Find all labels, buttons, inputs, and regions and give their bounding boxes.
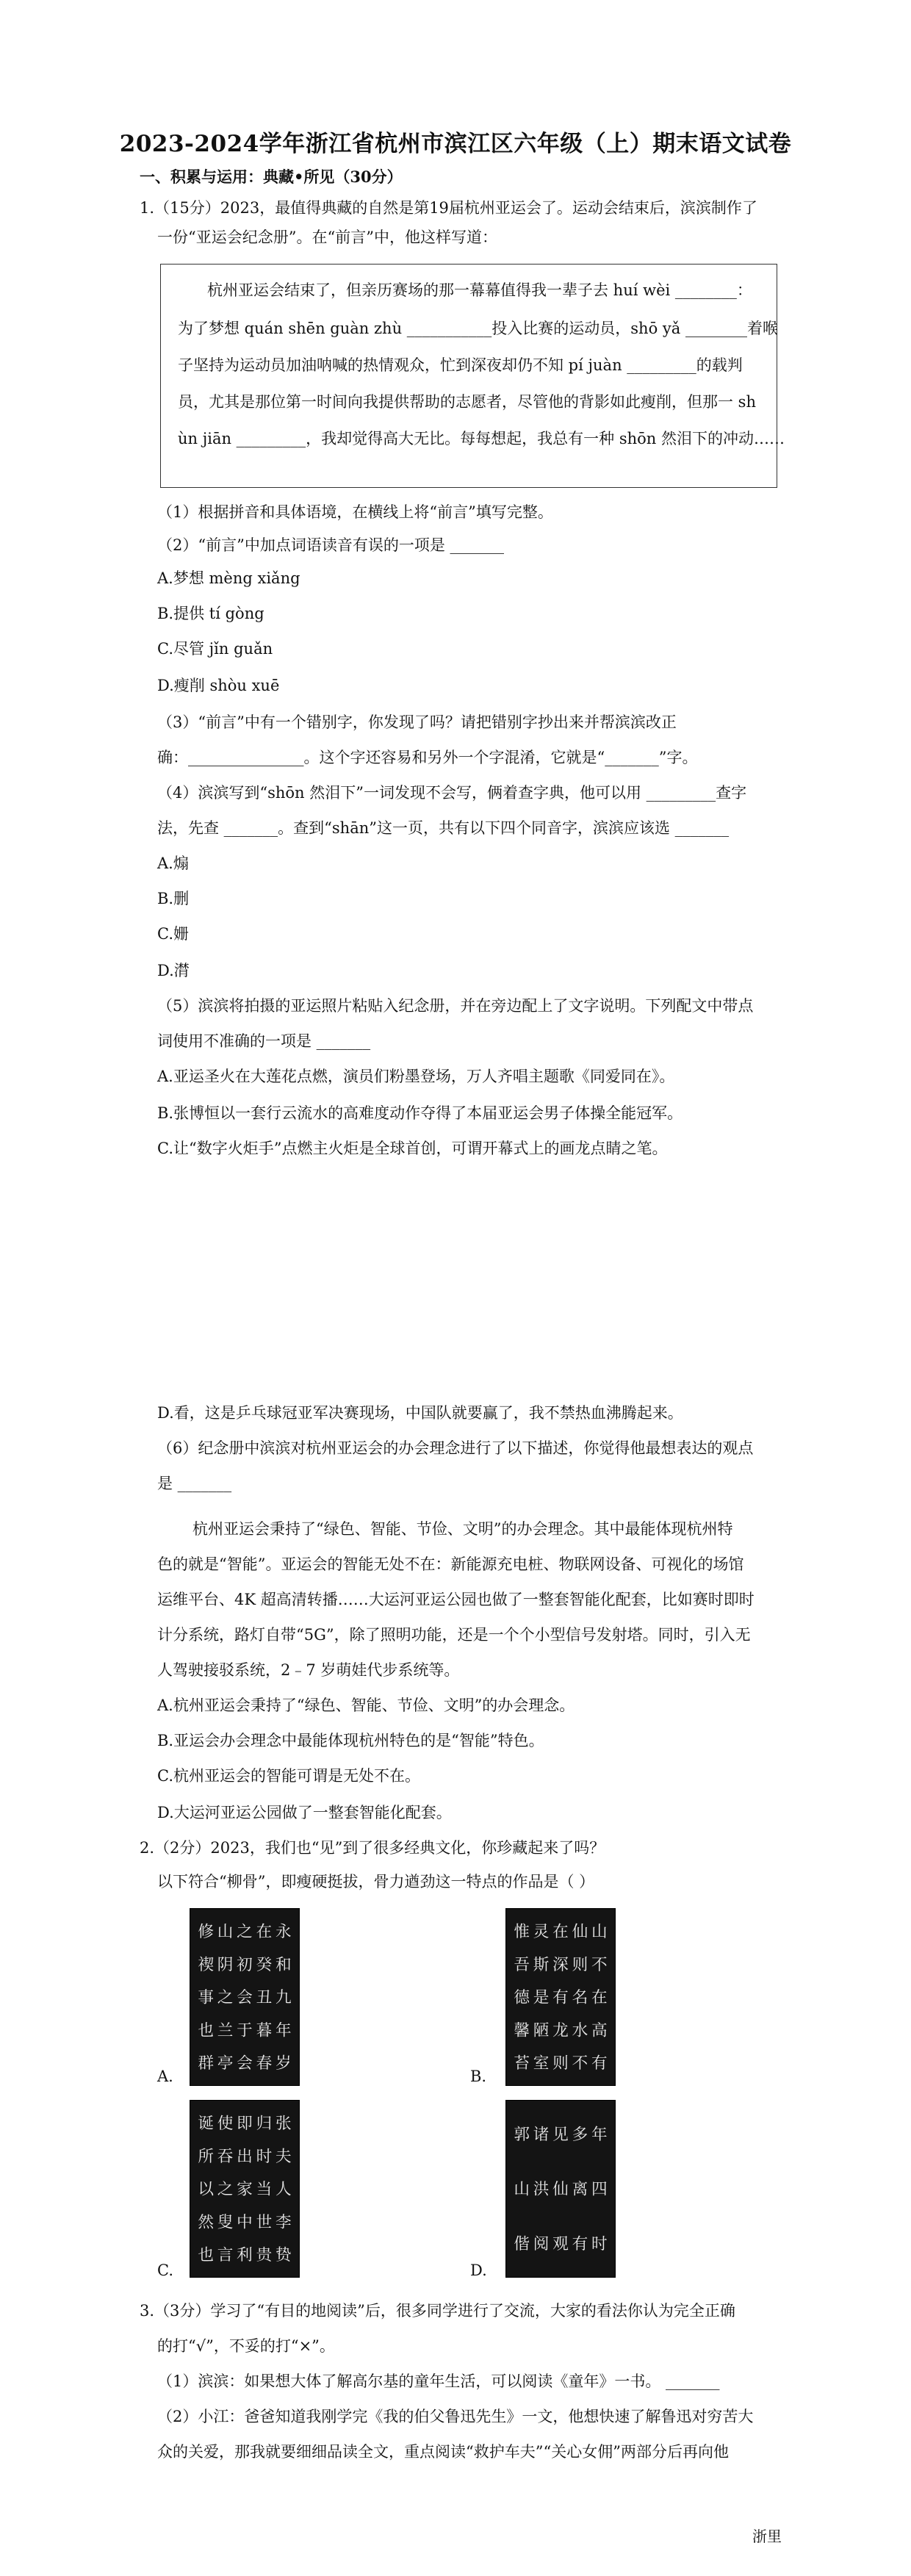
q1-sub5-option: A.亚运圣火在大莲花点燃，演员们粉墨登场，万人齐唱主题歌《同爱同在》。 [157,1068,675,1085]
q1-sub6-passage: 人驾驶接驳系统，2﹣7 岁萌娃代步系统等。 [157,1661,460,1679]
q1-sub5-line1: （5）滨滨将拍摄的亚运照片粘贴入纪念册，并在旁边配上了文字说明。下列配文中带点 [157,997,754,1015]
calligraphy-c-art [190,2101,299,2277]
preface-line: 杭州亚运会结束了，但亲历赛场的那一幕幕值得我一辈子去 huí wèi ________： [207,281,752,299]
calligraphy-glyph: 所 [198,2147,215,2166]
q1-sub4-option: D.潸 [157,962,190,979]
calligraphy-glyph: 利 [237,2246,253,2265]
calligraphy-glyph: 灵 [533,1922,550,1941]
calligraphy-a-art [190,1909,299,2085]
q1-sub4-option: C.姗 [157,925,189,943]
calligraphy-glyph: 即 [237,2114,253,2133]
calligraphy-glyph: 于 [237,2021,253,2040]
q1-sub6-option: D.大运河亚运公园做了一整套智能化配套。 [157,1804,452,1821]
calligraphy-glyph: 当 [256,2180,273,2199]
q3-sub2-line1: （2）小江：爸爸知道我刚学完《我的伯父鲁迅先生》一文，他想快速了解鲁迅对穷苦大 [157,2408,754,2425]
q1-sub5-option: D.看，这是乒乓球冠亚军决赛现场，中国队就要赢了，我不禁热血沸腾起来。 [157,1404,683,1422]
calligraphy-image-b [505,1908,616,2086]
calligraphy-glyph: 丑 [256,1988,273,2007]
calligraphy-glyph: 不 [591,1955,608,1974]
calligraphy-glyph: 李 [275,2213,292,2232]
calligraphy-image-d [505,2100,616,2278]
q1-sub6-line1: （6）纪念册中滨滨对杭州亚运会的办会理念进行了以下描述，你觉得他最想表达的观点 [157,1439,754,1457]
calligraphy-glyph: 兰 [217,2021,234,2040]
calligraphy-glyph: 阅 [533,2235,550,2254]
calligraphy-glyph: 山 [591,1922,608,1941]
calligraphy-glyph: 夫 [275,2147,292,2166]
q1-sub5-option: B.张博恒以一套行云流水的高难度动作夺得了本届亚运会男子体操全能冠军。 [157,1104,683,1122]
calligraphy-glyph: 张 [275,2114,292,2133]
calligraphy-glyph: 暮 [256,2021,273,2040]
calligraphy-glyph: 禊 [198,1955,215,1974]
calligraphy-glyph: 事 [198,1988,215,2007]
calligraphy-glyph: 在 [591,1988,608,2007]
q3-sub1: （1）滨滨：如果想大体了解高尔基的童年生活，可以阅读《童年》一书。 _______ [157,2372,720,2390]
calligraphy-glyph: 亭 [217,2054,234,2073]
q1-sub6-option: A.杭州亚运会秉持了“绿色、智能、节俭、文明”的办会理念。 [157,1697,575,1714]
calligraphy-glyph: 四 [591,2180,608,2199]
calligraphy-glyph: 然 [198,2213,215,2232]
q1-sub2-option: A.梦想 mèng xiǎng [157,569,300,587]
calligraphy-glyph: 室 [533,2054,550,2073]
calligraphy-glyph: 龙 [552,2021,569,2040]
q3-sub2-line2: 众的关爱，那我就要细细品读全文，重点阅读“救护车夫”“关心女佣”两部分后再向他 [157,2443,729,2461]
calligraphy-glyph: 诸 [533,2125,550,2144]
q1-sub4-option: B.删 [157,890,190,907]
calligraphy-glyph: 水 [572,2021,588,2040]
calligraphy-glyph: 苔 [514,2054,530,2073]
calligraphy-glyph: 之 [217,1988,234,2007]
calligraphy-glyph: 名 [572,1988,588,2007]
calligraphy-glyph: 山 [217,1922,234,1941]
calligraphy-glyph: 德 [514,1988,530,2007]
calligraphy-glyph: 年 [275,2021,292,2040]
q1-sub2-option: D.瘦削 shòu xuē [157,677,280,694]
calligraphy-glyph: 仙 [552,2180,569,2199]
calligraphy-glyph: 世 [256,2213,273,2232]
calligraphy-glyph: 癸 [256,1955,273,1974]
calligraphy-glyph: 仙 [572,1922,588,1941]
calligraphy-glyph: 惟 [514,1922,530,1941]
calligraphy-glyph: 馨 [514,2021,530,2040]
section-heading: 一、积累与运用：典藏•所见（30分） [140,168,403,186]
calligraphy-glyph: 多 [572,2125,588,2144]
calligraphy-glyph: 高 [591,2021,608,2040]
calligraphy-glyph: 之 [237,1922,253,1941]
calligraphy-glyph: 陋 [533,2021,550,2040]
calligraphy-glyph: 春 [256,2054,273,2073]
calligraphy-glyph: 偕 [514,2235,530,2254]
calligraphy-glyph: 中 [237,2213,253,2232]
q2-line2: 以下符合“柳骨”，即瘦硬挺拔，骨力遒劲这一特点的作品是（ ） [157,1873,595,1890]
q1-sub4-line2: 法，先查 _______。查到“shān”这一页，共有以下四个同音字，滨滨应该选 _______ [157,819,730,837]
calligraphy-glyph: 会 [237,2054,253,2073]
calligraphy-image-a [190,1908,300,2086]
q1-sub6-passage: 计分系统，路灯自带“5G”，除了照明功能，还是一个个小型信号发射塔。同时，引入无 [157,1626,751,1644]
calligraphy-glyph: 以 [198,2180,215,2199]
calligraphy-glyph: 阴 [217,1955,234,1974]
calligraphy-glyph: 观 [552,2235,569,2254]
preface-line: 为了梦想 quán shēn guàn zhù ___________投入比赛的运动员，shō yǎ ________着喉 [178,320,778,337]
calligraphy-glyph: 叟 [217,2213,234,2232]
calligraphy-glyph: 时 [591,2235,608,2254]
q1-sub5-option: C.让“数字火炬手”点燃主火炬是全球首创，可谓开幕式上的画龙点睛之笔。 [157,1140,668,1157]
calligraphy-d-art [506,2101,615,2277]
calligraphy-glyph: 在 [256,1922,273,1941]
q2-line1: 2.（2分）2023，我们也“见”到了很多经典文化，你珍藏起来了吗？ [140,1839,605,1857]
calligraphy-glyph: 山 [514,2180,530,2199]
calligraphy-glyph: 有 [552,1988,569,2007]
q1-sub2: （2）“前言”中加点词语读音有误的一项是 _______ [157,536,505,554]
q1-sub6-option: C.杭州亚运会的智能可谓是无处不在。 [157,1767,420,1785]
calligraphy-glyph: 出 [237,2147,253,2166]
q1-sub4-option: A.煽 [157,855,189,872]
preface-line: 员，尤其是那位第一时间向我提供帮助的志愿者，尽管他的背影如此瘦削，但那一 sh [178,393,756,411]
calligraphy-image-c [190,2100,300,2278]
calligraphy-glyph: 修 [198,1922,215,1941]
calligraphy-glyph: 和 [275,1955,292,1974]
q3-line2: 的打“√”，不妥的打“×”。 [157,2337,335,2355]
page-title: 2023-2024学年浙江省杭州市滨江区六年级（上）期末语文试卷 [119,131,792,157]
q1-sub6-passage: 杭州亚运会秉持了“绿色、智能、节俭、文明”的办会理念。其中最能体现杭州特 [192,1520,733,1538]
option-label-c: C. [157,2262,173,2279]
q1-sub1: （1）根据拼音和具体语境，在横线上将“前言”填写完整。 [157,503,553,521]
q1-sub6-passage: 运维平台、4K 超高清转播……大运河亚运公园也做了一整套智能化配套，比如赛时即时 [157,1591,755,1608]
q1-sub6-passage: 色的就是“智能”。亚运会的智能无处不在：新能源充电桩、物联网设备、可视化的场馆 [157,1555,744,1573]
calligraphy-glyph: 岁 [275,2054,292,2073]
q1-intro-line1: 1.（15分）2023，最值得典藏的自然是第19届杭州亚运会了。运动会结束后，滨滨制作了 [140,199,757,217]
calligraphy-glyph: 初 [237,1955,253,1974]
calligraphy-glyph: 人 [275,2180,292,2199]
calligraphy-glyph: 在 [552,1922,569,1941]
q1-sub2-option: B.提供 tí gòng [157,605,264,622]
calligraphy-glyph: 会 [237,1988,253,2007]
calligraphy-glyph: 也 [198,2021,215,2040]
calligraphy-glyph: 离 [572,2180,588,2199]
calligraphy-glyph: 使 [217,2114,234,2133]
preface-line: ùn jiān _________，我却觉得高大无比。每每想起，我总有一种 shōn 然泪下的冲动…… [178,430,785,447]
calligraphy-glyph: 贽 [275,2246,292,2265]
calligraphy-glyph: 群 [198,2054,215,2073]
calligraphy-glyph: 斯 [533,1955,550,1974]
q1-sub5-line2: 词使用不准确的一项是 _______ [157,1032,371,1050]
q1-sub4-line1: （4）滨滨写到“shōn 然泪下”一词发现不会写，俩着查字典，他可以用 _________查字 [157,784,747,802]
calligraphy-glyph: 有 [572,2235,588,2254]
calligraphy-glyph: 深 [552,1955,569,1974]
q3-line1: 3.（3分）学习了“有目的地阅读”后，很多同学进行了交流，大家的看法你认为完全正确 [140,2302,735,2320]
calligraphy-glyph: 不 [572,2054,588,2073]
calligraphy-glyph: 洪 [533,2180,550,2199]
calligraphy-glyph: 九 [275,1988,292,2007]
calligraphy-glyph: 之 [217,2180,234,2199]
q1-sub6-option: B.亚运会办会理念中最能体现杭州特色的是“智能”特色。 [157,1732,544,1749]
option-label-d: D. [470,2262,487,2279]
calligraphy-glyph: 年 [591,2125,608,2144]
calligraphy-glyph: 则 [552,2054,569,2073]
calligraphy-glyph: 永 [275,1922,292,1941]
q1-sub3-line1: （3）“前言”中有一个错别字，你发现了吗？请把错别字抄出来并帮滨滨改正 [157,713,677,731]
q1-sub2-option: C.尽管 jǐn guǎn [157,640,273,658]
option-label-b: B. [470,2068,487,2085]
calligraphy-glyph: 诞 [198,2114,215,2133]
calligraphy-glyph: 也 [198,2246,215,2265]
calligraphy-glyph: 归 [256,2114,273,2133]
calligraphy-glyph: 是 [533,1988,550,2007]
calligraphy-glyph: 家 [237,2180,253,2199]
calligraphy-glyph: 见 [552,2125,569,2144]
calligraphy-b-art [506,1909,615,2085]
calligraphy-glyph: 则 [572,1955,588,1974]
preface-line: 子坚持为运动员加油呐喊的热情观众，忙到深夜却仍不知 pí juàn _________的载判 [178,356,743,374]
calligraphy-glyph: 吾 [514,1955,530,1974]
calligraphy-glyph: 言 [217,2246,234,2265]
calligraphy-glyph: 时 [256,2147,273,2166]
q1-intro-line2: 一份“亚运会纪念册”。在“前言”中，他这样写道： [157,229,497,246]
calligraphy-glyph: 贵 [256,2246,273,2265]
q1-sub3-line2: 确：_______________。这个字还容易和另外一个字混淆，它就是“_______”字。 [157,749,698,766]
option-label-a: A. [157,2068,173,2085]
q1-sub6-line2: 是 _______ [157,1475,232,1492]
calligraphy-glyph: 有 [591,2054,608,2073]
calligraphy-glyph: 吞 [217,2147,234,2166]
footer-watermark: 浙里 [752,2528,782,2545]
calligraphy-glyph: 郭 [514,2125,530,2144]
